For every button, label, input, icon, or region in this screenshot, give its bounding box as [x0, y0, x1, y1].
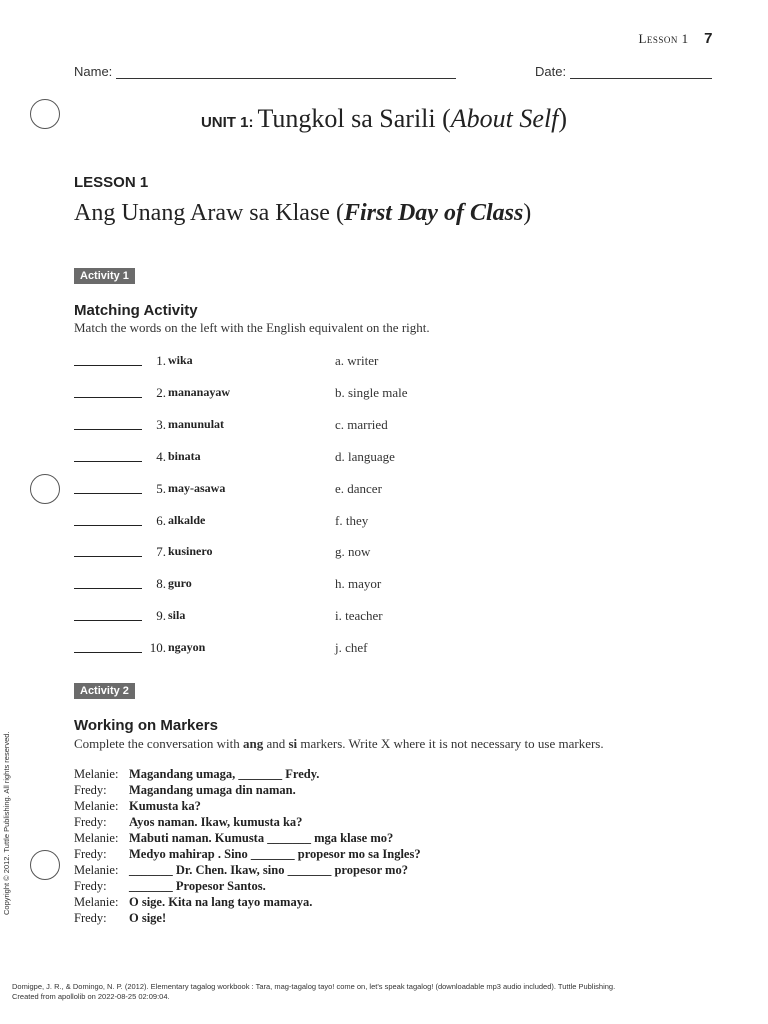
item-number: 1. [156, 353, 166, 368]
matching-instructions: Match the words on the left with the English equivalent on the right. [74, 320, 430, 335]
unit-label: UNIT 1: [200, 114, 254, 131]
lesson-title: Ang Unang Araw sa Klase (First Day of Class) [74, 200, 532, 226]
name-label: Name: [74, 64, 113, 79]
speaker-name: Melanie: [74, 895, 119, 910]
item-number: 3. [156, 416, 166, 432]
instructions-mid: and [263, 736, 289, 751]
item-number: 4. [156, 448, 166, 464]
dialogue-text: _______ Dr. Chen. Ikaw, sino _______ propesor mo? [129, 863, 408, 878]
speaker-name: Melanie: [74, 831, 119, 846]
english-option: g. now [335, 544, 371, 560]
date-blank[interactable] [570, 66, 712, 79]
running-head [638, 30, 713, 47]
answer-blank[interactable] [74, 417, 142, 430]
item-number: 2. [156, 384, 166, 400]
answer-blank[interactable] [74, 544, 142, 557]
answer-blank[interactable] [74, 640, 142, 653]
markers-activity-title: Working on Markers [74, 717, 218, 734]
matching-item [74, 449, 674, 465]
lesson-label: LESSON 1 [74, 174, 149, 191]
lesson-title-tagalog: Ang Unang Araw sa Klase [74, 200, 330, 226]
matching-item [74, 544, 674, 560]
binder-hole-middle [30, 474, 60, 504]
dialogue-text: Mabuti naman. Kumusta _______ mga klase mo? [129, 831, 394, 846]
answer-blank[interactable] [74, 513, 142, 526]
english-option: e. dancer [335, 480, 382, 496]
speaker-name: Melanie: [74, 767, 119, 781]
lesson-running-label: Lesson 1 [638, 31, 689, 46]
speaker-name: Fredy: [74, 783, 107, 798]
matching-activity-title: Matching Activity [74, 302, 198, 319]
speaker-name: Fredy: [74, 815, 107, 830]
unit-title-text: Tungkol sa Sarili (About Self) [257, 104, 568, 133]
activity-1-tag: Activity 1 [74, 268, 135, 284]
lesson-title-english: First Day of Class [343, 200, 524, 226]
dialogue-text: Magandang umaga din naman. [129, 783, 296, 798]
speaker-name: Melanie: [74, 863, 119, 878]
speaker-name: Fredy: [74, 911, 107, 926]
tagalog-word: mananayaw [168, 384, 231, 399]
matching-item [74, 417, 674, 433]
tagalog-word: manunulat [168, 416, 225, 431]
item-number: 6. [156, 512, 166, 528]
binder-hole-bottom [30, 850, 60, 880]
english-option: d. language [335, 448, 395, 464]
unit-title-tagalog: Tungkol sa Sarili [257, 104, 436, 133]
answer-blank[interactable] [74, 481, 142, 494]
matching-item [74, 481, 674, 497]
matching-item [74, 576, 674, 592]
unit-title [0, 104, 768, 134]
english-option: f. they [335, 512, 369, 528]
copyright-notice: Copyright © 2012. Tuttle Publishing. All rights reserved. [2, 731, 11, 915]
citation [12, 982, 615, 1002]
english-option: c. married [335, 416, 388, 432]
english-option: i. teacher [335, 608, 383, 624]
item-number: 7. [156, 544, 166, 560]
markers-instructions [74, 736, 604, 752]
marker-ang: ang [242, 736, 264, 751]
matching-item [74, 353, 674, 369]
speaker-name: Fredy: [74, 847, 107, 862]
speaker-name: Melanie: [74, 799, 119, 814]
item-number: 8. [156, 576, 166, 592]
instructions-post: markers. Write X where it is not necessary to use markers. [297, 736, 604, 751]
name-field[interactable] [74, 64, 456, 79]
unit-title-english: About Self [450, 104, 559, 133]
citation-line-2: Created from apollolib on 2022-08-25 02:09:04. [12, 992, 170, 1001]
tagalog-word: wika [168, 353, 193, 367]
answer-blank[interactable] [74, 576, 142, 589]
answer-blank[interactable] [74, 449, 142, 462]
tagalog-word: binata [168, 448, 201, 463]
matching-item [74, 513, 674, 529]
name-blank[interactable] [116, 66, 456, 79]
instructions-pre: Complete the conversation with [74, 736, 243, 751]
item-number: 5. [156, 480, 166, 496]
english-option: j. chef [335, 640, 368, 656]
dialogue-text: Ayos naman. Ikaw, kumusta ka? [129, 815, 303, 830]
dialogue-text: O sige. Kita na lang tayo mamaya. [129, 895, 313, 910]
english-option: b. single male [335, 384, 408, 400]
item-number: 10. [149, 640, 166, 656]
matching-item [74, 385, 674, 401]
tagalog-word: alkalde [168, 512, 206, 527]
dialogue-text: Medyo mahirap . Sino _______ propesor mo sa Ingles? [129, 847, 421, 862]
marker-si: si [288, 736, 298, 751]
speaker-name: Fredy: [74, 879, 107, 894]
activity-2-tag: Activity 2 [74, 683, 135, 699]
dialogue-text: Kumusta ka? [129, 799, 201, 814]
item-number: 9. [156, 608, 166, 624]
tagalog-word: kusinero [168, 544, 213, 559]
answer-blank[interactable] [74, 608, 142, 621]
tagalog-word: guro [168, 576, 192, 591]
tagalog-word: sila [168, 608, 186, 623]
dialogue-text: _______ Propesor Santos. [129, 879, 266, 894]
answer-blank[interactable] [74, 385, 142, 398]
dialogue-text: O sige! [129, 911, 167, 926]
page-number: 7 [704, 30, 713, 47]
english-option: a. writer [335, 353, 379, 368]
tagalog-word: may-asawa [168, 480, 226, 495]
matching-item [74, 640, 674, 656]
matching-item [74, 608, 674, 624]
date-label: Date: [535, 64, 567, 79]
citation-line-1: Domigpe, J. R., & Domingo, N. P. (2012). Elementary tagalog workbook : Tara, mag-tagalog tayo! come on, let's speak tagalog! (downloadable mp3 audio included). Tuttle Publishing. [12, 982, 616, 991]
dialogue-text: Magandang umaga, _______ Fredy. [129, 767, 320, 781]
answer-blank[interactable] [74, 353, 142, 366]
tagalog-word: ngayon [168, 640, 206, 655]
english-option: h. mayor [335, 576, 382, 592]
date-field[interactable] [535, 64, 712, 79]
